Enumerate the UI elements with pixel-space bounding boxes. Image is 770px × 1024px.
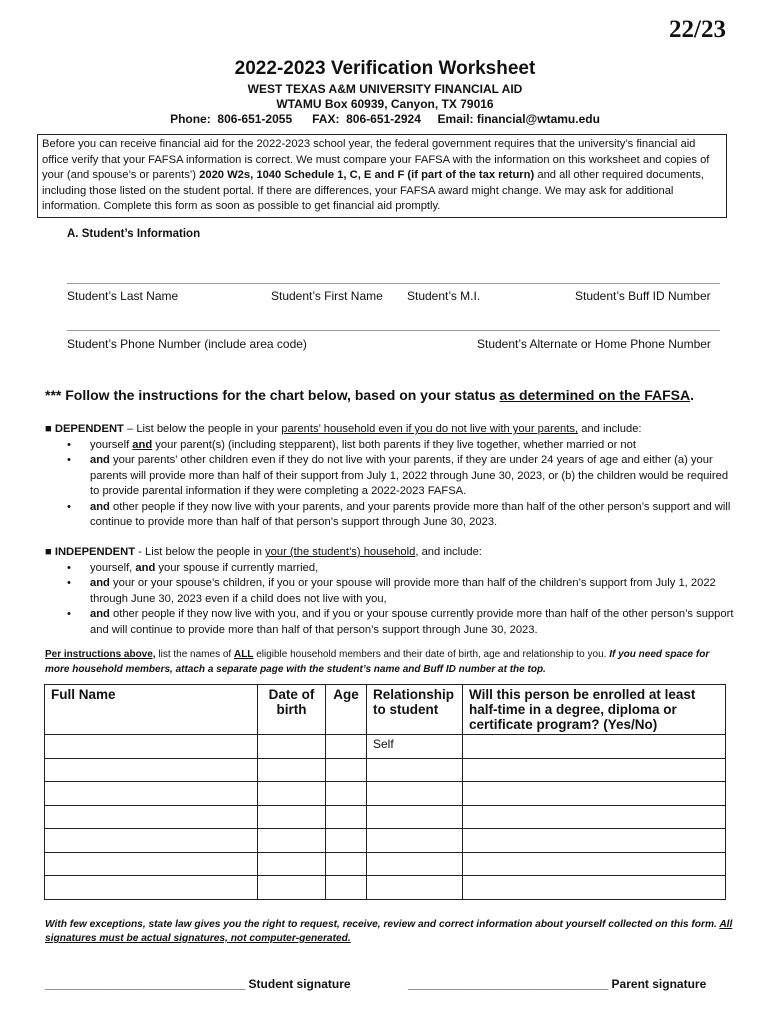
parent-signature[interactable]: ______________________________ Parent signature — [408, 977, 707, 991]
item-and: and — [135, 561, 156, 574]
list-item — [45, 607, 735, 638]
cell: Self — [367, 735, 463, 759]
list-item — [45, 438, 735, 454]
follow-underlined: as determined on the FAFSA — [499, 387, 691, 403]
cell[interactable] — [326, 735, 367, 759]
dependent-list — [45, 438, 735, 531]
list-item — [45, 453, 735, 500]
rights-text: With few exceptions, state law gives you the right to request, receive, review and correct information about yourself collected on this form. — [45, 919, 720, 930]
cell[interactable] — [326, 876, 367, 900]
header-relationship: Relationship to student — [367, 685, 463, 735]
buff-id-label: Student’s Buff ID Number — [575, 289, 711, 303]
header-dob: Date of birth — [258, 685, 326, 735]
per-inst-u2: ALL — [233, 649, 254, 660]
cell[interactable] — [258, 782, 326, 806]
section-a-heading: A. Student’s Information — [67, 228, 201, 240]
independent-text-1: - List below the people in — [135, 546, 266, 558]
cell[interactable] — [367, 829, 463, 853]
independent-heading — [45, 545, 735, 561]
dependent-section — [45, 422, 735, 531]
item-and: and — [90, 577, 110, 589]
cell[interactable] — [367, 876, 463, 900]
cell[interactable] — [326, 782, 367, 806]
table-row — [45, 852, 726, 876]
independent-list — [45, 561, 735, 639]
cell[interactable] — [367, 852, 463, 876]
header-full-name: Full Name — [45, 685, 258, 735]
form-code: 22/23 — [669, 16, 726, 43]
table-row — [45, 876, 726, 900]
cell[interactable] — [45, 805, 258, 829]
dependent-underlined: parents’ household even if you do not live with your parents, — [281, 423, 579, 435]
intro-text-1: Before you can receive financial aid for the 2022-2023 school year, the federal government requires that the university’s financial aid office verify that your FAFSA information is correct. We must compare your FAFSA with the information on this worksheet and copies of your (and spouse’s or parents’) — [42, 138, 710, 181]
dependent-heading — [45, 422, 735, 438]
item-text: your or your spouse’s children, if you or your spouse will provide more than half of the children’s support from July 1, 2022 through June 30, 2023 even if a child does not live with you, — [90, 577, 716, 605]
cell[interactable] — [258, 735, 326, 759]
intro-text-2: and all other required documents, including those listed on the student portal. If there are differences, your FAFSA award might change. We may ask for additional information. Complete this form as soon as possible to get financial aid promptly. — [42, 169, 705, 212]
table-row — [45, 735, 726, 759]
cell[interactable] — [326, 852, 367, 876]
item-and: and — [90, 454, 110, 466]
cell[interactable] — [45, 829, 258, 853]
rights-notice — [45, 918, 735, 946]
org-name: WEST TEXAS A&M UNIVERSITY FINANCIAL AID — [247, 82, 523, 96]
cell[interactable] — [463, 782, 726, 806]
alt-phone-label: Student’s Alternate or Home Phone Number — [477, 337, 711, 351]
dependent-text-2: and include: — [578, 423, 642, 435]
item-text: other people if they now live with your parents, and your parents provide more than half of the other person’s support and will continue to provide more than half of that person’s support through June 30, 2023. — [90, 500, 731, 528]
household-table — [44, 684, 726, 900]
cell[interactable] — [45, 782, 258, 806]
cell[interactable] — [463, 735, 726, 759]
item-text: yourself, — [90, 561, 136, 574]
table-row — [45, 829, 726, 853]
independent-underlined: your (the student’s) household — [265, 546, 416, 558]
item-text: your parent(s) (including stepparent), list both parents if they live together, whether married or not — [152, 438, 636, 451]
table-row — [45, 758, 726, 782]
page-title: 2022-2023 Verification Worksheet — [234, 58, 536, 79]
item-and: and — [132, 438, 153, 451]
per-inst-t1: list the names of — [155, 649, 234, 660]
cell[interactable] — [258, 829, 326, 853]
follow-instructions — [45, 387, 694, 403]
independent-label: ■ INDEPENDENT — [45, 546, 136, 558]
table-row — [45, 805, 726, 829]
per-instructions — [45, 647, 735, 677]
student-signature[interactable]: ______________________________ Student signature — [45, 977, 351, 991]
name-fields-line[interactable] — [67, 283, 720, 284]
phone-fields-line[interactable] — [67, 330, 720, 331]
independent-text-2: , and include: — [415, 546, 482, 558]
cell[interactable] — [326, 758, 367, 782]
phone-label: Student’s Phone Number (include area code) — [67, 337, 307, 351]
item-text: your spouse if currently married, — [155, 561, 319, 574]
item-text: other people if they now live with you, and if you or your spouse currently provide more than half of the other person’s support and will continue to provide more than half of that person’s support through June 30, 2023. — [90, 608, 734, 636]
independent-section — [45, 545, 735, 638]
cell[interactable] — [45, 758, 258, 782]
dependent-label: ■ DEPENDENT — [45, 423, 124, 435]
cell[interactable] — [326, 829, 367, 853]
cell[interactable] — [463, 758, 726, 782]
cell[interactable] — [258, 805, 326, 829]
cell[interactable] — [326, 805, 367, 829]
cell[interactable] — [463, 829, 726, 853]
intro-bold: 2020 W2s, 1040 Schedule 1, C, E and F (if part of the tax return) — [199, 169, 535, 181]
cell[interactable] — [367, 758, 463, 782]
list-item — [45, 561, 735, 577]
mi-label: Student’s M.I. — [407, 289, 481, 303]
item-text: your parents’ other children even if they do not live with your parents, if they are under 24 years of age and either (a) your parents will provide more than half of their support from July 1, 2022 through June 30, 2023, or (b) the children would be required to provide parental information if they were completing a 2022-2023 FAFSA. — [90, 454, 729, 497]
cell[interactable] — [258, 758, 326, 782]
header-age: Age — [326, 685, 367, 735]
cell[interactable] — [367, 782, 463, 806]
cell[interactable] — [45, 852, 258, 876]
table-header-row — [45, 685, 726, 735]
list-item — [45, 576, 735, 607]
list-item — [45, 500, 735, 531]
header-enrolled: Will this person be enrolled at least half-time in a degree, diploma or certificate program? (Yes/No) — [463, 685, 726, 735]
cell[interactable] — [45, 876, 258, 900]
follow-end: . — [690, 387, 695, 403]
item-text: yourself — [90, 438, 133, 451]
per-inst-u1: Per instructions above, — [45, 649, 156, 660]
cell[interactable] — [258, 876, 326, 900]
follow-lead: *** Follow the instructions for the chart below, based on your status — [45, 387, 500, 403]
per-inst-t2: eligible household members and their date of birth, age and relationship to you. — [253, 649, 610, 660]
per-inst-bi: If you need space for more household members, attach a separate page with the student’s name and Buff ID number at the top. — [45, 649, 710, 675]
dependent-text-1: – List below the people in your — [123, 423, 282, 435]
cell[interactable] — [463, 805, 726, 829]
table-row — [45, 782, 726, 806]
item-and: and — [90, 608, 110, 620]
last-name-label: Student’s Last Name — [67, 289, 179, 303]
intro-box — [37, 134, 727, 218]
item-and: and — [90, 500, 110, 513]
cell[interactable] — [367, 805, 463, 829]
org-address: WTAMU Box 60939, Canyon, TX 79016 — [276, 97, 494, 111]
cell[interactable] — [258, 852, 326, 876]
rights-underlined: All signatures must be actual signatures, not computer-generated. — [45, 919, 733, 944]
org-contact: Phone: 806-651-2055 FAX: 806-651-2924 Email: financial@wtamu.edu — [170, 112, 600, 126]
cell[interactable] — [45, 735, 258, 759]
cell[interactable] — [463, 852, 726, 876]
cell[interactable] — [463, 876, 726, 900]
first-name-label: Student’s First Name — [271, 289, 383, 303]
